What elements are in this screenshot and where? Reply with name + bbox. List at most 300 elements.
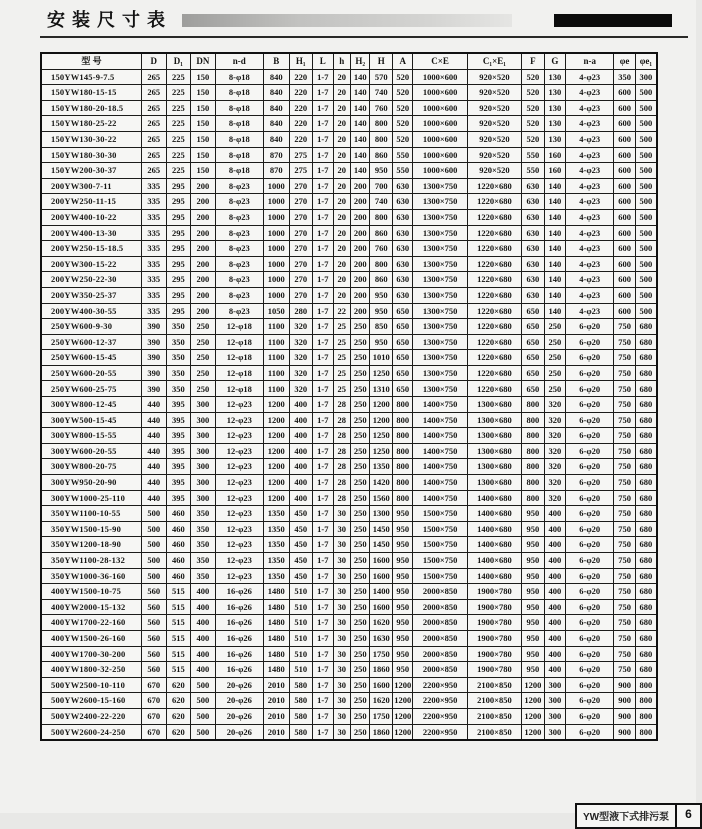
value-cell: 200 — [350, 209, 369, 225]
value-cell: 400 — [191, 630, 216, 646]
value-cell: 30 — [333, 537, 350, 553]
value-cell: 395 — [166, 475, 191, 491]
value-cell: 920×520 — [467, 100, 521, 116]
value-cell: 275 — [289, 163, 313, 179]
value-cell: 1200 — [263, 459, 289, 475]
value-cell: 2200×950 — [413, 677, 467, 693]
value-cell: 20 — [333, 100, 350, 116]
value-cell: 30 — [333, 615, 350, 631]
value-cell: 200 — [350, 287, 369, 303]
value-cell: 1220×680 — [467, 209, 521, 225]
value-cell: 500 — [635, 194, 657, 210]
value-cell: 395 — [166, 490, 191, 506]
value-cell: 320 — [289, 350, 313, 366]
value-cell: 680 — [635, 537, 657, 553]
value-cell: 1-7 — [313, 131, 333, 147]
value-cell: 1200 — [392, 708, 412, 724]
value-cell: 1400×750 — [413, 412, 467, 428]
value-cell: 750 — [614, 443, 636, 459]
value-cell: 750 — [614, 662, 636, 678]
value-cell: 600 — [614, 178, 636, 194]
value-cell: 12-φ23 — [215, 506, 263, 522]
column-header-9: H₂ — [350, 53, 369, 69]
value-cell: 200 — [350, 241, 369, 257]
table-body — [41, 69, 657, 740]
value-cell: 630 — [522, 287, 545, 303]
table-row — [41, 178, 657, 194]
value-cell: 500 — [191, 677, 216, 693]
value-cell: 335 — [141, 178, 166, 194]
value-cell: 1-7 — [313, 708, 333, 724]
value-cell: 1000×600 — [413, 85, 467, 101]
value-cell: 1400×680 — [467, 506, 521, 522]
value-cell: 8-φ18 — [215, 131, 263, 147]
value-cell: 275 — [289, 147, 313, 163]
table-row — [41, 662, 657, 678]
value-cell: 750 — [614, 568, 636, 584]
value-cell: 680 — [635, 412, 657, 428]
value-cell: 12-φ18 — [215, 319, 263, 335]
value-cell: 270 — [289, 194, 313, 210]
table-row — [41, 350, 657, 366]
value-cell: 400 — [191, 646, 216, 662]
column-header-4: n-d — [215, 53, 263, 69]
value-cell: 1480 — [263, 584, 289, 600]
value-cell: 450 — [289, 537, 313, 553]
value-cell: 1200 — [370, 397, 393, 413]
value-cell: 500 — [635, 178, 657, 194]
value-cell: 250 — [544, 334, 566, 350]
table-row — [41, 303, 657, 319]
value-cell: 680 — [635, 397, 657, 413]
value-cell: 400 — [289, 459, 313, 475]
value-cell: 2010 — [263, 693, 289, 709]
value-cell: 500 — [635, 209, 657, 225]
value-cell: 500 — [635, 225, 657, 241]
value-cell: 6-φ20 — [566, 677, 614, 693]
value-cell: 1-7 — [313, 365, 333, 381]
value-cell: 500 — [635, 241, 657, 257]
value-cell: 150 — [191, 147, 216, 163]
value-cell: 140 — [544, 303, 566, 319]
value-cell: 450 — [289, 506, 313, 522]
value-cell: 750 — [614, 584, 636, 600]
value-cell: 16-φ26 — [215, 584, 263, 600]
value-cell: 8-φ18 — [215, 100, 263, 116]
value-cell: 600 — [614, 256, 636, 272]
model-cell: 150YW180-20-18.5 — [41, 100, 141, 116]
value-cell: 250 — [544, 381, 566, 397]
value-cell: 510 — [289, 646, 313, 662]
value-cell: 1-7 — [313, 646, 333, 662]
value-cell: 200 — [350, 225, 369, 241]
value-cell: 140 — [350, 147, 369, 163]
value-cell: 20 — [333, 163, 350, 179]
value-cell: 800 — [370, 256, 393, 272]
value-cell: 1250 — [370, 428, 393, 444]
table-row — [41, 599, 657, 615]
value-cell: 1900×780 — [467, 615, 521, 631]
value-cell: 6-φ20 — [566, 506, 614, 522]
value-cell: 295 — [166, 272, 191, 288]
value-cell: 265 — [141, 147, 166, 163]
value-cell: 460 — [166, 568, 191, 584]
value-cell: 150 — [191, 163, 216, 179]
model-cell: 150YW180-15-15 — [41, 85, 141, 101]
column-header-5: B — [263, 53, 289, 69]
value-cell: 16-φ26 — [215, 615, 263, 631]
value-cell: 1420 — [370, 475, 393, 491]
model-cell: 200YW250-15-18.5 — [41, 241, 141, 257]
value-cell: 6-φ20 — [566, 490, 614, 506]
value-cell: 220 — [289, 100, 313, 116]
value-cell: 335 — [141, 225, 166, 241]
value-cell: 1900×780 — [467, 646, 521, 662]
value-cell: 1220×680 — [467, 225, 521, 241]
value-cell: 920×520 — [467, 69, 521, 85]
value-cell: 1200 — [522, 724, 545, 740]
value-cell: 1500×750 — [413, 537, 467, 553]
value-cell: 680 — [635, 459, 657, 475]
value-cell: 1300×680 — [467, 397, 521, 413]
value-cell: 950 — [392, 568, 412, 584]
value-cell: 550 — [392, 163, 412, 179]
value-cell: 2000×850 — [413, 630, 467, 646]
value-cell: 400 — [544, 537, 566, 553]
value-cell: 630 — [522, 272, 545, 288]
value-cell: 620 — [166, 708, 191, 724]
value-cell: 20 — [333, 85, 350, 101]
value-cell: 500 — [635, 147, 657, 163]
value-cell: 1220×680 — [467, 178, 521, 194]
value-cell: 395 — [166, 412, 191, 428]
value-cell: 140 — [544, 272, 566, 288]
value-cell: 800 — [392, 490, 412, 506]
model-cell: 200YW400-10-22 — [41, 209, 141, 225]
value-cell: 750 — [614, 553, 636, 569]
model-cell: 400YW1700-22-160 — [41, 615, 141, 631]
value-cell: 130 — [544, 131, 566, 147]
model-cell: 250YW600-9-30 — [41, 319, 141, 335]
value-cell: 295 — [166, 194, 191, 210]
table-header — [41, 53, 657, 69]
value-cell: 1300×750 — [413, 225, 467, 241]
value-cell: 950 — [522, 584, 545, 600]
value-cell: 1-7 — [313, 272, 333, 288]
page-header — [47, 6, 676, 32]
value-cell: 920×520 — [467, 85, 521, 101]
value-cell: 250 — [350, 490, 369, 506]
value-cell: 300 — [544, 693, 566, 709]
value-cell: 950 — [392, 553, 412, 569]
value-cell: 20 — [333, 131, 350, 147]
table-row — [41, 116, 657, 132]
value-cell: 1300×680 — [467, 475, 521, 491]
value-cell: 6-φ20 — [566, 630, 614, 646]
value-cell: 460 — [166, 553, 191, 569]
value-cell: 1100 — [263, 319, 289, 335]
value-cell: 200 — [350, 272, 369, 288]
value-cell: 1-7 — [313, 381, 333, 397]
value-cell: 6-φ20 — [566, 381, 614, 397]
value-cell: 8-φ18 — [215, 163, 263, 179]
value-cell: 1220×680 — [467, 350, 521, 366]
value-cell: 800 — [522, 428, 545, 444]
value-cell: 16-φ26 — [215, 662, 263, 678]
value-cell: 20 — [333, 194, 350, 210]
value-cell: 300 — [191, 475, 216, 491]
value-cell: 920×520 — [467, 147, 521, 163]
value-cell: 630 — [392, 241, 412, 257]
value-cell: 320 — [289, 319, 313, 335]
value-cell: 270 — [289, 241, 313, 257]
value-cell: 1220×680 — [467, 365, 521, 381]
value-cell: 8-φ23 — [215, 272, 263, 288]
value-cell: 950 — [392, 506, 412, 522]
value-cell: 1900×780 — [467, 584, 521, 600]
value-cell: 4-φ23 — [566, 178, 614, 194]
table-row — [41, 615, 657, 631]
table-row — [41, 630, 657, 646]
value-cell: 1-7 — [313, 443, 333, 459]
value-cell: 140 — [350, 85, 369, 101]
value-cell: 6-φ20 — [566, 428, 614, 444]
value-cell: 8-φ23 — [215, 287, 263, 303]
value-cell: 800 — [522, 412, 545, 428]
value-cell: 16-φ26 — [215, 646, 263, 662]
value-cell: 1-7 — [313, 521, 333, 537]
value-cell: 6-φ20 — [566, 693, 614, 709]
footer-label: YW型液下式排污泵 — [583, 812, 670, 823]
value-cell: 1-7 — [313, 568, 333, 584]
table-row — [41, 412, 657, 428]
value-cell: 950 — [370, 334, 393, 350]
table-row — [41, 553, 657, 569]
value-cell: 920×520 — [467, 131, 521, 147]
value-cell: 250 — [350, 693, 369, 709]
value-cell: 335 — [141, 256, 166, 272]
value-cell: 250 — [191, 319, 216, 335]
value-cell: 630 — [522, 194, 545, 210]
value-cell: 200 — [350, 194, 369, 210]
value-cell: 950 — [522, 599, 545, 615]
value-cell: 2010 — [263, 677, 289, 693]
value-cell: 140 — [350, 163, 369, 179]
column-header-0: 型 号 — [41, 53, 141, 69]
value-cell: 140 — [350, 69, 369, 85]
value-cell: 680 — [635, 662, 657, 678]
value-cell: 400 — [544, 568, 566, 584]
value-cell: 20 — [333, 241, 350, 257]
table-row — [41, 521, 657, 537]
value-cell: 1220×680 — [467, 381, 521, 397]
value-cell: 550 — [522, 147, 545, 163]
table-row — [41, 724, 657, 740]
value-cell: 250 — [350, 677, 369, 693]
value-cell: 28 — [333, 490, 350, 506]
value-cell: 300 — [191, 397, 216, 413]
value-cell: 600 — [614, 116, 636, 132]
value-cell: 570 — [370, 69, 393, 85]
value-cell: 1100 — [263, 350, 289, 366]
value-cell: 225 — [166, 100, 191, 116]
value-cell: 6-φ20 — [566, 537, 614, 553]
value-cell: 750 — [614, 397, 636, 413]
value-cell: 560 — [141, 615, 166, 631]
value-cell: 16-φ26 — [215, 630, 263, 646]
value-cell: 1-7 — [313, 553, 333, 569]
value-cell: 225 — [166, 163, 191, 179]
value-cell: 1-7 — [313, 147, 333, 163]
value-cell: 500 — [191, 693, 216, 709]
value-cell: 1200 — [392, 724, 412, 740]
value-cell: 950 — [370, 303, 393, 319]
value-cell: 460 — [166, 521, 191, 537]
value-cell: 1-7 — [313, 287, 333, 303]
value-cell: 1-7 — [313, 599, 333, 615]
value-cell: 860 — [370, 147, 393, 163]
value-cell: 1300×680 — [467, 443, 521, 459]
value-cell: 6-φ20 — [566, 724, 614, 740]
model-cell: 300YW950-20-90 — [41, 475, 141, 491]
value-cell: 750 — [614, 506, 636, 522]
table-row — [41, 568, 657, 584]
value-cell: 1400×680 — [467, 490, 521, 506]
value-cell: 6-φ20 — [566, 459, 614, 475]
value-cell: 1-7 — [313, 459, 333, 475]
value-cell: 515 — [166, 615, 191, 631]
value-cell: 270 — [289, 272, 313, 288]
table-row — [41, 272, 657, 288]
table-row — [41, 381, 657, 397]
value-cell: 200 — [191, 256, 216, 272]
value-cell: 500 — [141, 568, 166, 584]
model-cell: 200YW300-15-22 — [41, 256, 141, 272]
value-cell: 12-φ23 — [215, 490, 263, 506]
value-cell: 500 — [635, 256, 657, 272]
table-row — [41, 443, 657, 459]
value-cell: 1860 — [370, 662, 393, 678]
value-cell: 1-7 — [313, 303, 333, 319]
value-cell: 800 — [392, 459, 412, 475]
value-cell: 140 — [544, 225, 566, 241]
value-cell: 1050 — [263, 303, 289, 319]
column-header-8: h — [333, 53, 350, 69]
value-cell: 800 — [635, 724, 657, 740]
value-cell: 1630 — [370, 630, 393, 646]
value-cell: 390 — [141, 319, 166, 335]
value-cell: 2200×950 — [413, 693, 467, 709]
value-cell: 220 — [289, 116, 313, 132]
value-cell: 8-φ18 — [215, 147, 263, 163]
value-cell: 680 — [635, 646, 657, 662]
value-cell: 4-φ23 — [566, 69, 614, 85]
value-cell: 600 — [614, 303, 636, 319]
value-cell: 4-φ23 — [566, 116, 614, 132]
value-cell: 2100×850 — [467, 708, 521, 724]
value-cell: 630 — [392, 194, 412, 210]
value-cell: 800 — [635, 677, 657, 693]
table-row — [41, 537, 657, 553]
value-cell: 500 — [635, 131, 657, 147]
value-cell: 800 — [522, 443, 545, 459]
value-cell: 2000×850 — [413, 584, 467, 600]
value-cell: 12-φ23 — [215, 428, 263, 444]
value-cell: 750 — [614, 615, 636, 631]
value-cell: 1480 — [263, 662, 289, 678]
column-header-12: C×E — [413, 53, 467, 69]
model-cell: 250YW600-12-37 — [41, 334, 141, 350]
table-row — [41, 334, 657, 350]
value-cell: 1200 — [370, 412, 393, 428]
value-cell: 450 — [289, 521, 313, 537]
value-cell: 400 — [544, 506, 566, 522]
value-cell: 200 — [191, 241, 216, 257]
value-cell: 1000 — [263, 178, 289, 194]
value-cell: 300 — [544, 708, 566, 724]
value-cell: 1000 — [263, 194, 289, 210]
value-cell: 1400×680 — [467, 553, 521, 569]
value-cell: 950 — [522, 521, 545, 537]
value-cell: 12-φ18 — [215, 350, 263, 366]
value-cell: 1010 — [370, 350, 393, 366]
model-cell: 200YW250-22-30 — [41, 272, 141, 288]
value-cell: 1500×750 — [413, 568, 467, 584]
value-cell: 440 — [141, 475, 166, 491]
value-cell: 20 — [333, 178, 350, 194]
value-cell: 1860 — [370, 724, 393, 740]
value-cell: 150 — [191, 85, 216, 101]
value-cell: 22 — [333, 303, 350, 319]
value-cell: 12-φ23 — [215, 521, 263, 537]
table-row — [41, 708, 657, 724]
value-cell: 28 — [333, 475, 350, 491]
value-cell: 680 — [635, 350, 657, 366]
value-cell: 395 — [166, 428, 191, 444]
value-cell: 8-φ23 — [215, 303, 263, 319]
value-cell: 395 — [166, 459, 191, 475]
value-cell: 1350 — [263, 537, 289, 553]
value-cell: 1-7 — [313, 724, 333, 740]
value-cell: 150 — [191, 131, 216, 147]
value-cell: 900 — [614, 677, 636, 693]
value-cell: 680 — [635, 599, 657, 615]
value-cell: 30 — [333, 693, 350, 709]
value-cell: 250 — [350, 724, 369, 740]
value-cell: 30 — [333, 568, 350, 584]
value-cell: 2100×850 — [467, 677, 521, 693]
model-cell: 200YW300-7-11 — [41, 178, 141, 194]
column-header-2: D₁ — [166, 53, 191, 69]
value-cell: 920×520 — [467, 163, 521, 179]
value-cell: 950 — [392, 537, 412, 553]
value-cell: 860 — [370, 272, 393, 288]
value-cell: 30 — [333, 677, 350, 693]
value-cell: 600 — [614, 194, 636, 210]
value-cell: 250 — [350, 662, 369, 678]
value-cell: 16-φ26 — [215, 599, 263, 615]
column-header-3: DN — [191, 53, 216, 69]
value-cell: 350 — [166, 319, 191, 335]
value-cell: 8-φ18 — [215, 116, 263, 132]
value-cell: 265 — [141, 163, 166, 179]
value-cell: 650 — [522, 303, 545, 319]
value-cell: 1400×750 — [413, 475, 467, 491]
model-cell: 350YW1500-15-90 — [41, 521, 141, 537]
value-cell: 950 — [392, 599, 412, 615]
value-cell: 680 — [635, 553, 657, 569]
value-cell: 150 — [191, 69, 216, 85]
